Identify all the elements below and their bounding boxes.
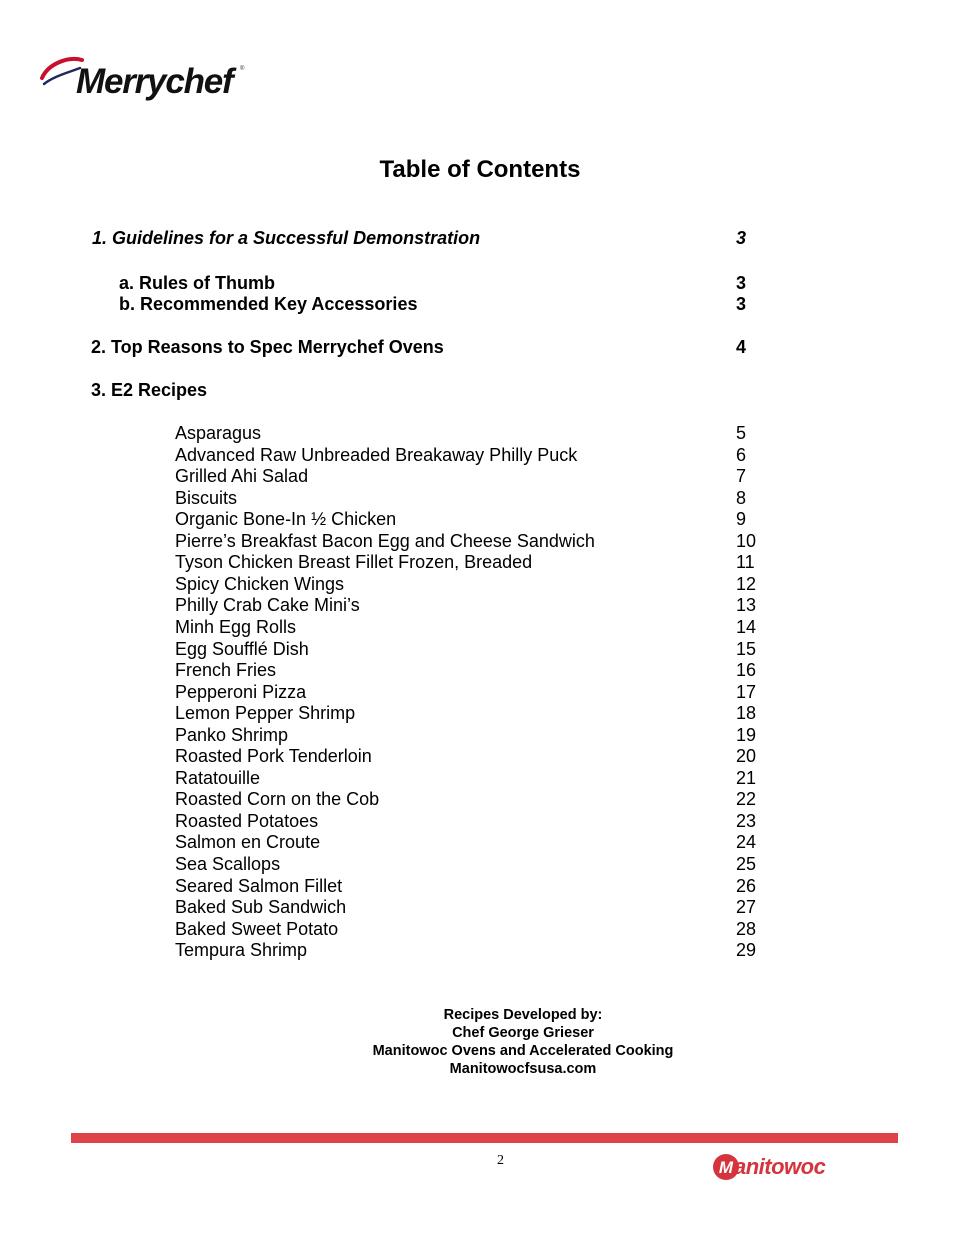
toc-section-page: 3 [736,294,747,314]
recipe-name: Seared Salmon Fillet [175,876,343,896]
recipe-name: Pepperoni Pizza [175,682,307,702]
logo-wordmark: Merrychef [76,62,233,101]
toc-section-guidelines[interactable] [92,228,480,249]
recipe-page: 12 [736,574,757,594]
recipe-page: 18 [736,703,757,723]
recipe-page: 28 [736,919,757,939]
page-title: Table of Contents [379,156,581,183]
recipe-name: Baked Sub Sandwich [175,897,347,917]
recipe-page: 25 [736,854,757,874]
recipe-name: Organic Bone-In ½ Chicken [175,509,397,529]
recipe-name: Sea Scallops [175,854,281,874]
recipe-page: 13 [736,595,757,615]
toc-subsection-rules[interactable] [119,273,275,294]
recipe-page: 29 [736,940,757,960]
toc-section-top-reasons[interactable] [91,337,444,358]
credits-heading: Recipes Developed by: [443,1007,603,1023]
footer-divider [71,1133,898,1143]
recipe-page: 14 [736,617,757,637]
recipe-name: Salmon en Croute [175,832,321,852]
toc-section-label: 3. E2 Recipes [91,380,208,400]
recipe-name: Biscuits [175,488,238,508]
recipe-page: 26 [736,876,757,896]
toc-section-page: 4 [736,337,747,357]
toc-subsection-accessories[interactable] [119,294,417,315]
toc-section-label: b. Recommended Key Accessories [119,294,418,314]
recipe-name: Advanced Raw Unbreaded Breakaway Philly Puck [175,445,578,465]
merrychef-logo [40,54,250,104]
recipe-page: 11 [736,552,755,572]
manitowoc-initial: M [718,1158,734,1177]
recipe-page: 24 [736,832,757,852]
recipe-page: 10 [736,531,757,551]
page-number: 2 [497,1153,504,1168]
recipe-name: Egg Soufflé Dish [175,639,309,659]
manitowoc-wordmark: anitowoc [734,1154,826,1179]
recipe-page: 16 [736,660,757,680]
recipe-name: French Fries [175,660,277,680]
recipe-page: 20 [736,746,757,766]
recipe-page: 21 [736,768,757,788]
recipe-name: Ratatouille [175,768,261,788]
recipe-page: 7 [736,466,747,486]
recipe-name: Baked Sweet Potato [175,919,339,939]
recipe-name: Minh Egg Rolls [175,617,297,637]
trademark-symbol: ® [240,66,245,72]
toc-section-page: 3 [736,228,747,248]
toc-section-e2-recipes[interactable] [91,380,207,401]
recipe-name: Grilled Ahi Salad [175,466,309,486]
recipe-name: Tyson Chicken Breast Fillet Frozen, Breaded [175,552,533,572]
recipe-name: Pierre’s Breakfast Bacon Egg and Cheese Sandwich [175,531,595,551]
recipe-page: 9 [736,509,747,529]
credits-chef: Chef George Grieser [452,1025,594,1041]
recipe-page: 23 [736,811,757,831]
toc-section-label: 2. Top Reasons to Spec Merrychef Ovens [91,337,444,357]
toc-section-label: 1. Guidelines for a Successful Demonstration [92,228,481,248]
recipe-name: Asparagus [175,423,262,443]
recipe-credits [300,1006,746,1078]
manitowoc-logo [712,1150,852,1184]
recipe-name: Roasted Potatoes [175,811,319,831]
toc-section-page: 3 [736,273,747,293]
recipe-name: Philly Crab Cake Mini’s [175,595,360,615]
recipe-name: Roasted Pork Tenderloin [175,746,372,766]
recipe-page: 5 [736,423,747,443]
toc-section-label: a. Rules of Thumb [119,273,276,293]
recipe-page: 15 [736,639,757,659]
recipe-name: Lemon Pepper Shrimp [175,703,356,723]
credits-website: Manitowocfsusa.com [449,1061,597,1077]
recipe-name: Spicy Chicken Wings [175,574,345,594]
credits-company: Manitowoc Ovens and Accelerated Cooking [372,1043,674,1059]
recipe-page: 27 [736,897,757,917]
recipe-name: Tempura Shrimp [175,940,308,960]
recipe-name: Panko Shrimp [175,725,289,745]
recipe-page: 19 [736,725,757,745]
recipe-page: 22 [736,789,757,809]
recipe-name: Roasted Corn on the Cob [175,789,380,809]
recipe-page: 17 [736,682,757,702]
recipe-page: 8 [736,488,747,508]
recipe-page: 6 [736,445,747,465]
